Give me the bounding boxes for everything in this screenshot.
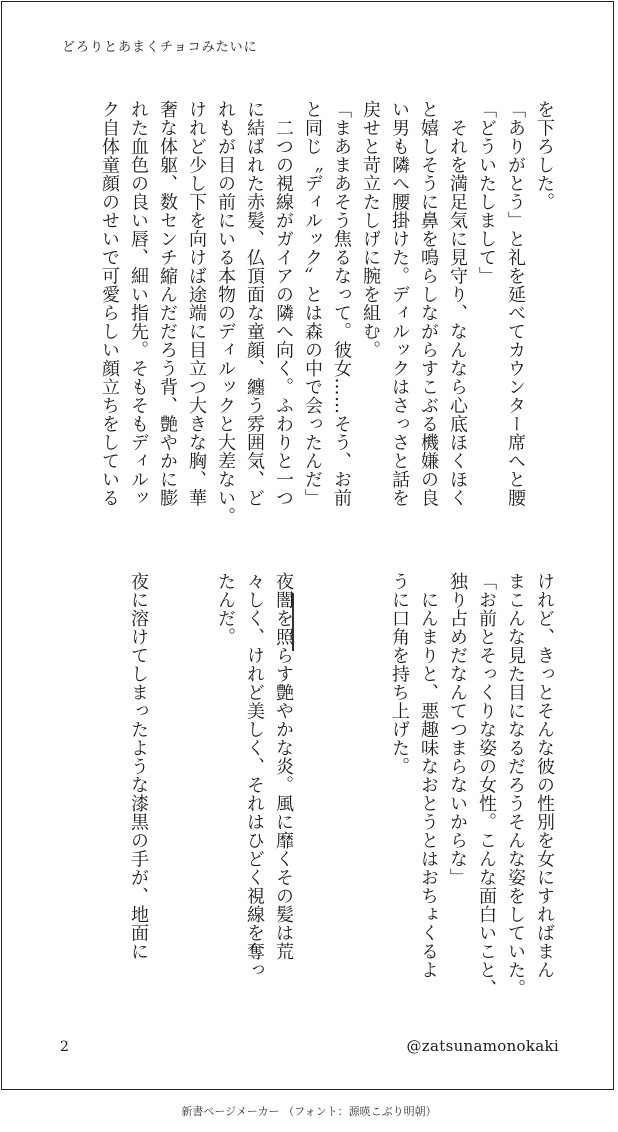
author-handle: @zatsunamonokaki (406, 1037, 559, 1055)
book-page (1, 1, 614, 1090)
footer-credit: 新書ページメーカー （フォント：源暎こぶり明朝） (181, 1105, 437, 1118)
body-text-upper: を下ろした。 「ありがとう」と礼を延べてカウンター席へと腰 「どういたしまして」 それを満足気に見守り、なんなら心底ほくほく と嬉しそうに鼻を鳴らしながらすこぶる機嫌の良 い男も隣へ腰掛けた。ディルックはさっさと話を 戻せと苛立たしげに腕を組む。 「まあまあそう焦るなって。彼女……そう、お前 と同じ〝ディルック〟とは森の中で会ったんだ」 二つの視線がガイアの隣へ向く。ふわりと一つ に結ばれた赤髪、仏頂面な童顔、纏う雰囲気、ど れもが目の前にいる本物のディルックと大差ない。 けれど少し下を向けば途端に目立つ大きな胸、華 奢な体躯、数センチ縮んだだろう背、艶やかに膨 れた血色の良い唇、細い指先。そもそもディルッ ク自体童顔のせいで可愛らしい顔立ちをしている (99, 100, 555, 526)
page-number: 2 (60, 1039, 69, 1055)
running-title: どろりとあまくチョコみたいに (62, 40, 258, 55)
body-text-lower: けれど、きっとそんな彼の性別を女にすればまん まこんな見た目になるだろうそんな姿をしていた。 「お前とそっくりな姿の女性。こんな面白いこと、 独り占めだなんてつまらないからな」 にんまりと、悪趣味なおとうとはおちょくるよ うに口角を持ち上げた。 夜闇を照らす艶やかな炎。風に靡くその髪は荒 々しく、けれど美しく、それはひどく視線を奪っ たんだ。 夜に溶けてしまったような漆黒の手が、地面に (128, 572, 555, 998)
